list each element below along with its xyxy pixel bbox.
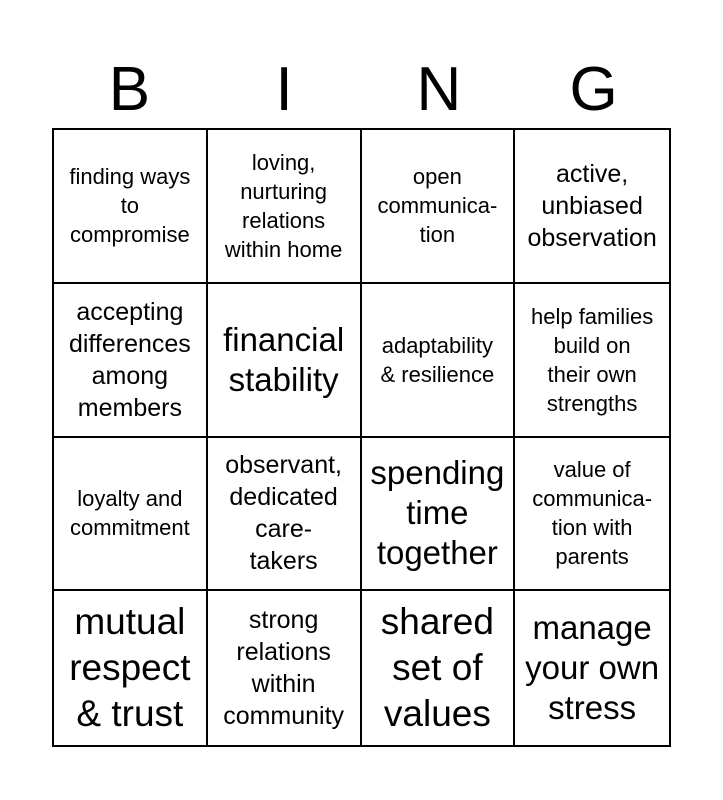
header-letter-b: B xyxy=(108,55,151,124)
bingo-cell[interactable] xyxy=(208,130,362,284)
bingo-board xyxy=(52,128,671,747)
cell-text: loyalty and commitment xyxy=(69,486,190,541)
cell-text: loving, nurturing relations within home xyxy=(224,149,343,262)
bingo-cell[interactable] xyxy=(515,284,669,438)
cell-text: active, unbiased observation xyxy=(527,159,657,252)
bingo-cell[interactable] xyxy=(54,130,208,284)
cell-text: finding ways to compromise xyxy=(69,164,191,248)
cell-text: strong relations within community xyxy=(223,606,345,731)
bingo-cell[interactable] xyxy=(362,438,516,592)
bingo-cell[interactable] xyxy=(515,438,669,592)
cell-text: open communica- tion xyxy=(377,164,498,248)
bingo-cell[interactable] xyxy=(54,438,208,592)
cell-text: observant, dedicated care- takers xyxy=(225,451,342,576)
cell-text: shared set of values xyxy=(380,601,494,735)
bingo-cell[interactable] xyxy=(515,130,669,284)
bingo-cell[interactable] xyxy=(362,284,516,438)
header-letter-g: G xyxy=(569,55,618,124)
bingo-cell[interactable] xyxy=(208,591,362,745)
cell-text: manage your own stress xyxy=(525,609,660,727)
bingo-cell[interactable] xyxy=(54,284,208,438)
cell-text: adaptability & resilience xyxy=(380,332,495,387)
bingo-cell[interactable] xyxy=(515,591,669,745)
header-letter-n: N xyxy=(416,55,462,124)
cell-text: mutual respect & trust xyxy=(69,601,191,735)
bingo-cell[interactable] xyxy=(362,591,516,745)
bingo-cell[interactable] xyxy=(54,591,208,745)
cell-text: spending time together xyxy=(370,454,505,572)
cell-text: help families build on their own strengths xyxy=(530,303,654,416)
cell-text: value of communica- tion with parents xyxy=(532,457,653,570)
bingo-cell[interactable] xyxy=(208,284,362,438)
cell-text: accepting differences among members xyxy=(68,297,191,422)
bingo-cell[interactable] xyxy=(208,438,362,592)
cell-text: financial stability xyxy=(223,320,345,398)
bingo-cell[interactable] xyxy=(362,130,516,284)
header-letter-i: I xyxy=(275,55,293,124)
bingo-header xyxy=(52,52,671,128)
